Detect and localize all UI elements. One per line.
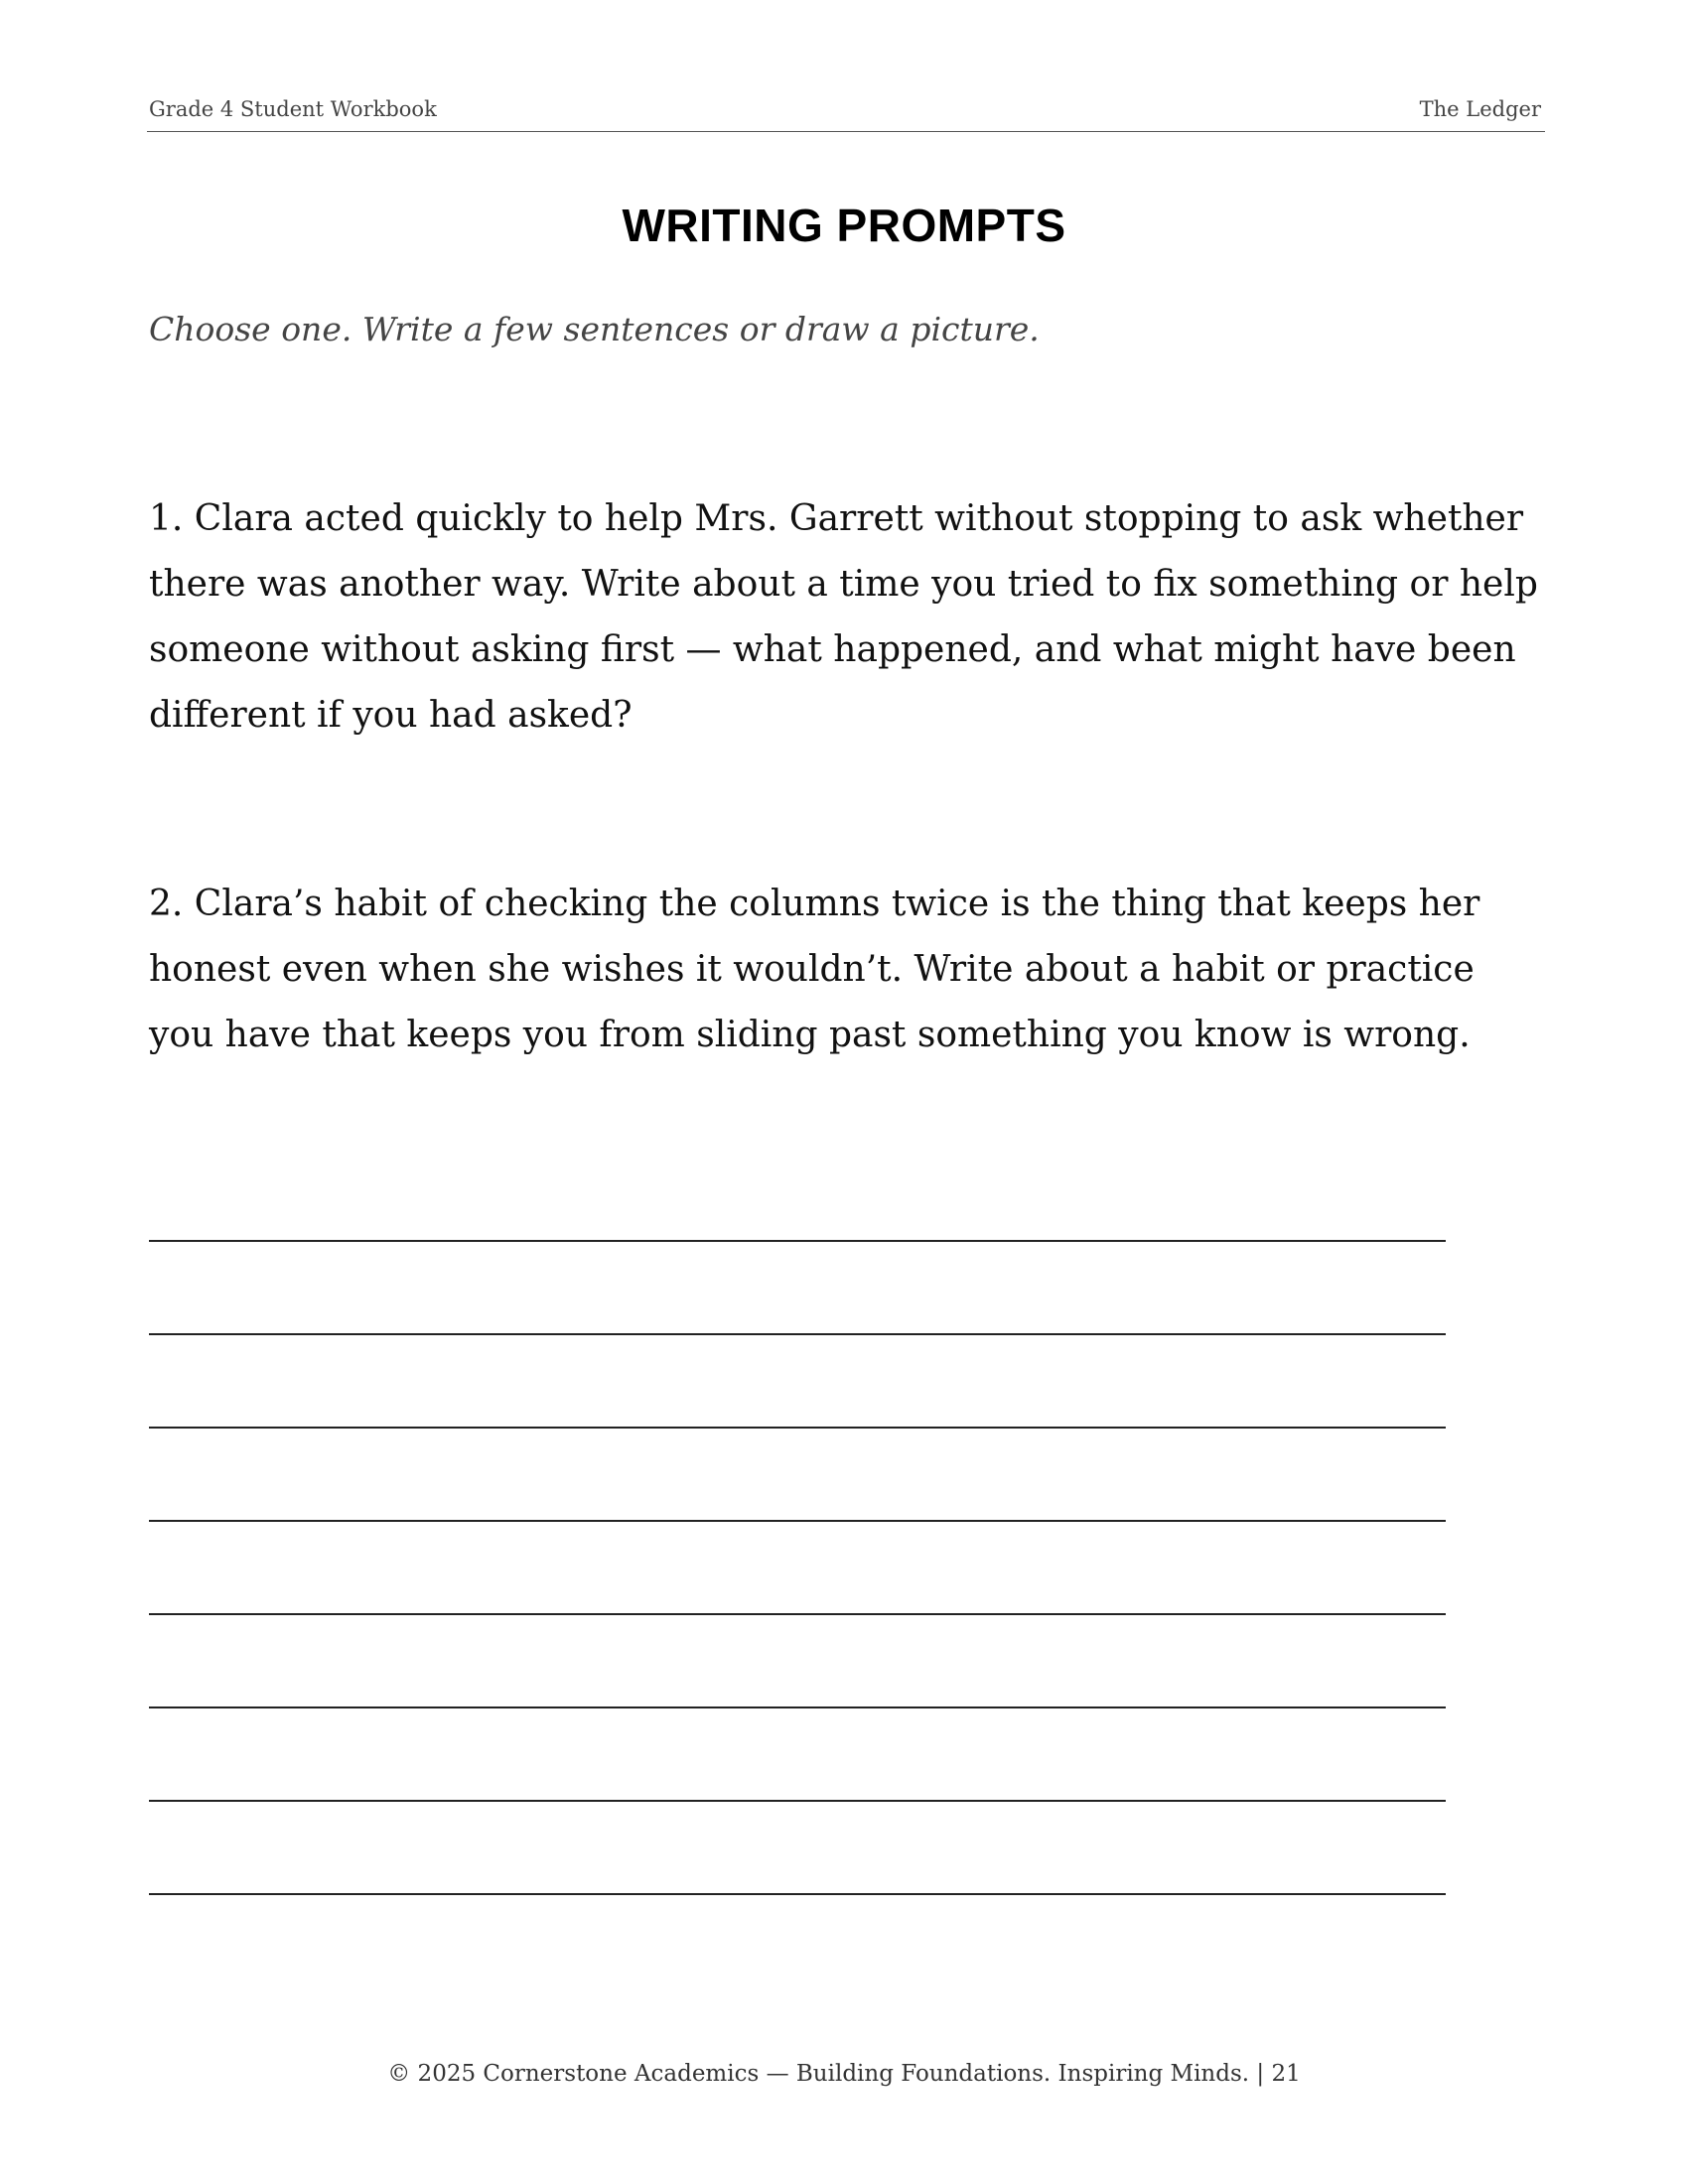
- answer-line[interactable]: [149, 1800, 1446, 1802]
- workbook-name: Grade 4 Student Workbook: [149, 97, 437, 121]
- writing-prompt-2: 2. Clara’s habit of checking the columns twice is the thing that keeps her honest even when she wishes it wouldn’t. Write about a habit or practice you have that keeps you from sliding past something you know is wrong.: [149, 884, 1480, 1055]
- answer-line[interactable]: [149, 1427, 1446, 1429]
- page-footer: © 2025 Cornerstone Academics — Building Foundations. Inspiring Minds. | 21: [387, 2061, 1301, 2087]
- answer-line[interactable]: [149, 1520, 1446, 1522]
- writing-prompt-1: 1. Clara acted quickly to help Mrs. Garrett without stopping to ask whether there was another way. Write about a time you tried to fix something or help someone without asking first — what happened, and what might have been different if you had asked?: [149, 498, 1538, 736]
- story-title: The Ledger: [1419, 97, 1541, 121]
- page-title: WRITING PROMPTS: [622, 200, 1066, 251]
- answer-line[interactable]: [149, 1613, 1446, 1615]
- instruction-text: Choose one. Write a few sentences or draw a picture.: [149, 310, 1040, 348]
- answer-line[interactable]: [149, 1706, 1446, 1708]
- answer-lines: [149, 1240, 1446, 1986]
- running-header: [147, 95, 1545, 132]
- answer-line[interactable]: [149, 1893, 1446, 1895]
- answer-line[interactable]: [149, 1240, 1446, 1242]
- answer-line[interactable]: [149, 1333, 1446, 1335]
